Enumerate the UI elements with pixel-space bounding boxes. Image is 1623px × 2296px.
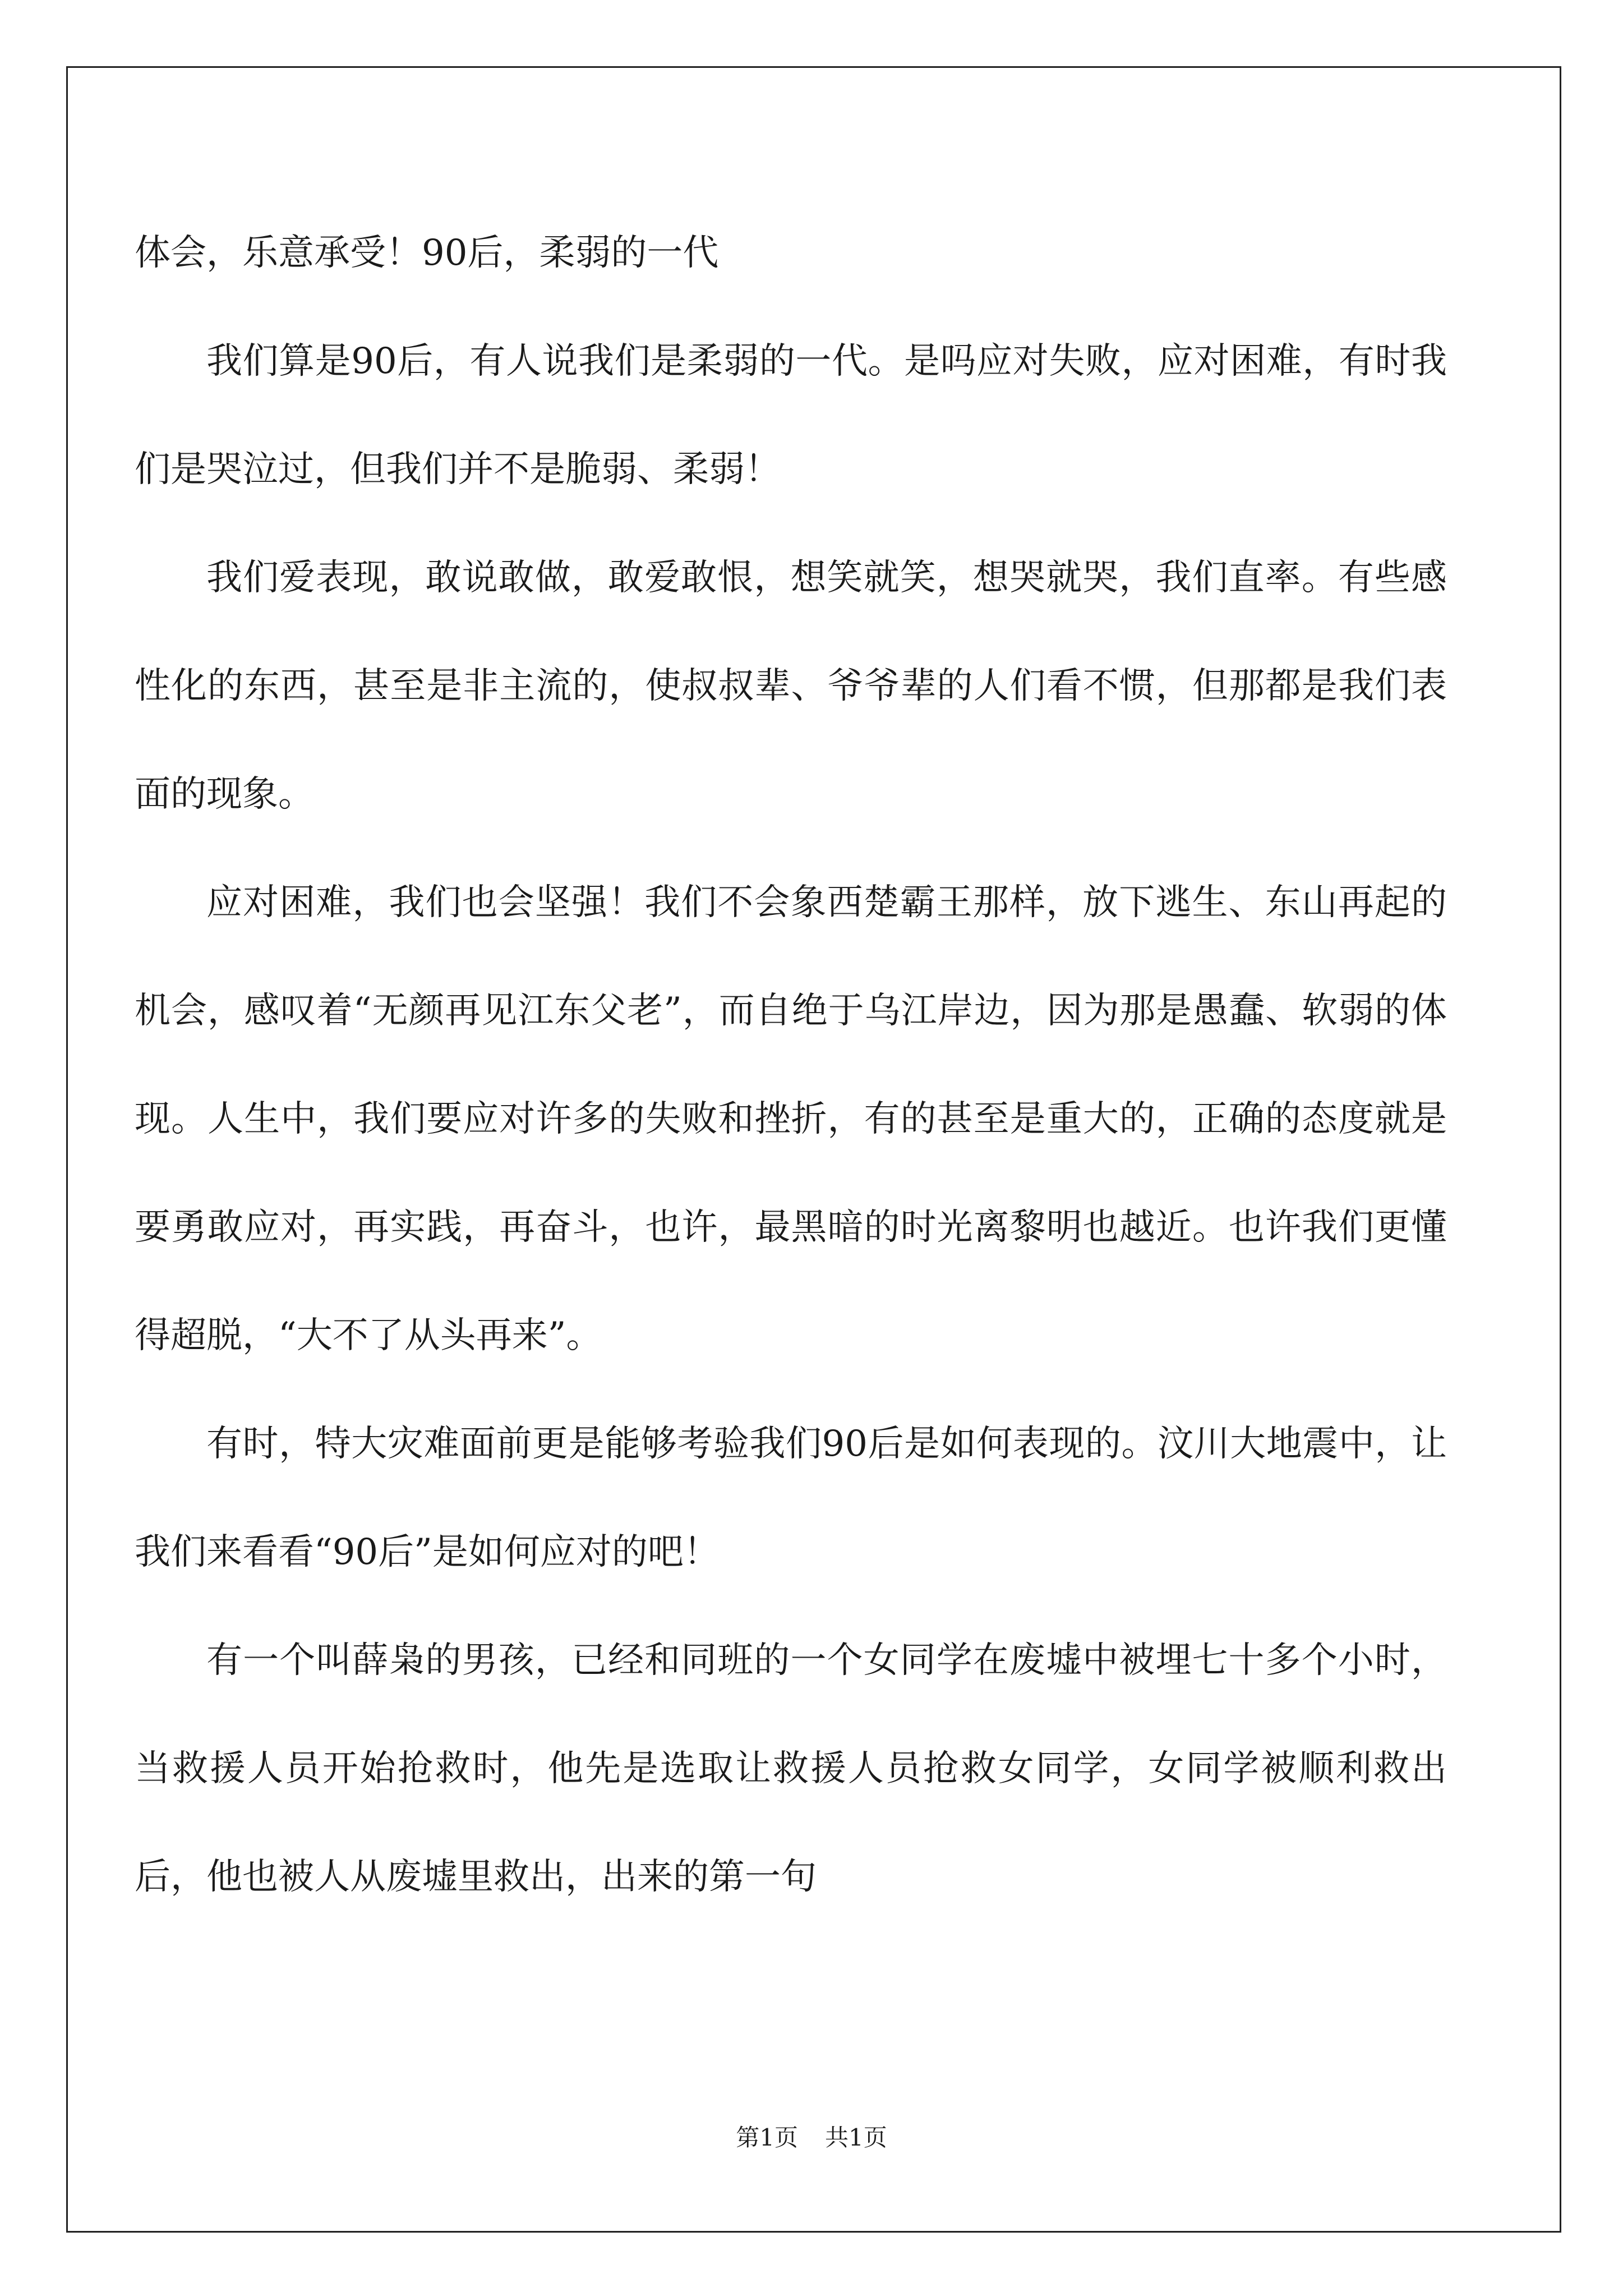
paragraph: 有时，特大灾难面前更是能够考验我们90后是如何表现的。汶川大地震中，让我们来看看“90后”是如何应对的吧！: [135, 1423, 1447, 1573]
page-total: 共1页: [825, 2124, 887, 2151]
paragraph: 我们算是90后，有人说我们是柔弱的一代。是吗应对失败，应对困难，有时我们是哭泣过，但我们并不是脆弱、柔弱！: [135, 341, 1447, 490]
document-body: [135, 199, 1447, 1931]
paragraph: 应对困难，我们也会坚强！我们不会象西楚霸王那样，放下逃生、东山再起的机会，感叹着“无颜再见江东父老”，而自绝于乌江岸边，因为那是愚蠢、软弱的体现。人生中，我们要应对许多的失败和挫折，有的甚至是重大的，正确的态度就是要勇敢应对，再实践，再奋斗，也许，最黑暗的时光离黎明也越近。也许我们更懂得超脱，“大不了从头再来”。: [135, 882, 1447, 1356]
page-number: 第1页: [736, 2124, 798, 2151]
paragraph: 我们爱表现，敢说敢做，敢爱敢恨，想笑就笑，想哭就哭，我们直率。有些感性化的东西，甚至是非主流的，使叔叔辈、爷爷辈的人们看不惯，但那都是我们表面的现象。: [135, 557, 1447, 815]
paragraph-heading-line: 体会，乐意承受！90后，柔弱的一代: [135, 232, 719, 274]
paragraph: 有一个叫薛枭的男孩，已经和同班的一个女同学在废墟中被埋七十多个小时，当救援人员开始抢救时，他先是选取让救援人员抢救女同学，女同学被顺利救出后，他也被人从废墟里救出，出来的第一句: [135, 1640, 1447, 1898]
page-footer: [0, 2119, 1623, 2153]
